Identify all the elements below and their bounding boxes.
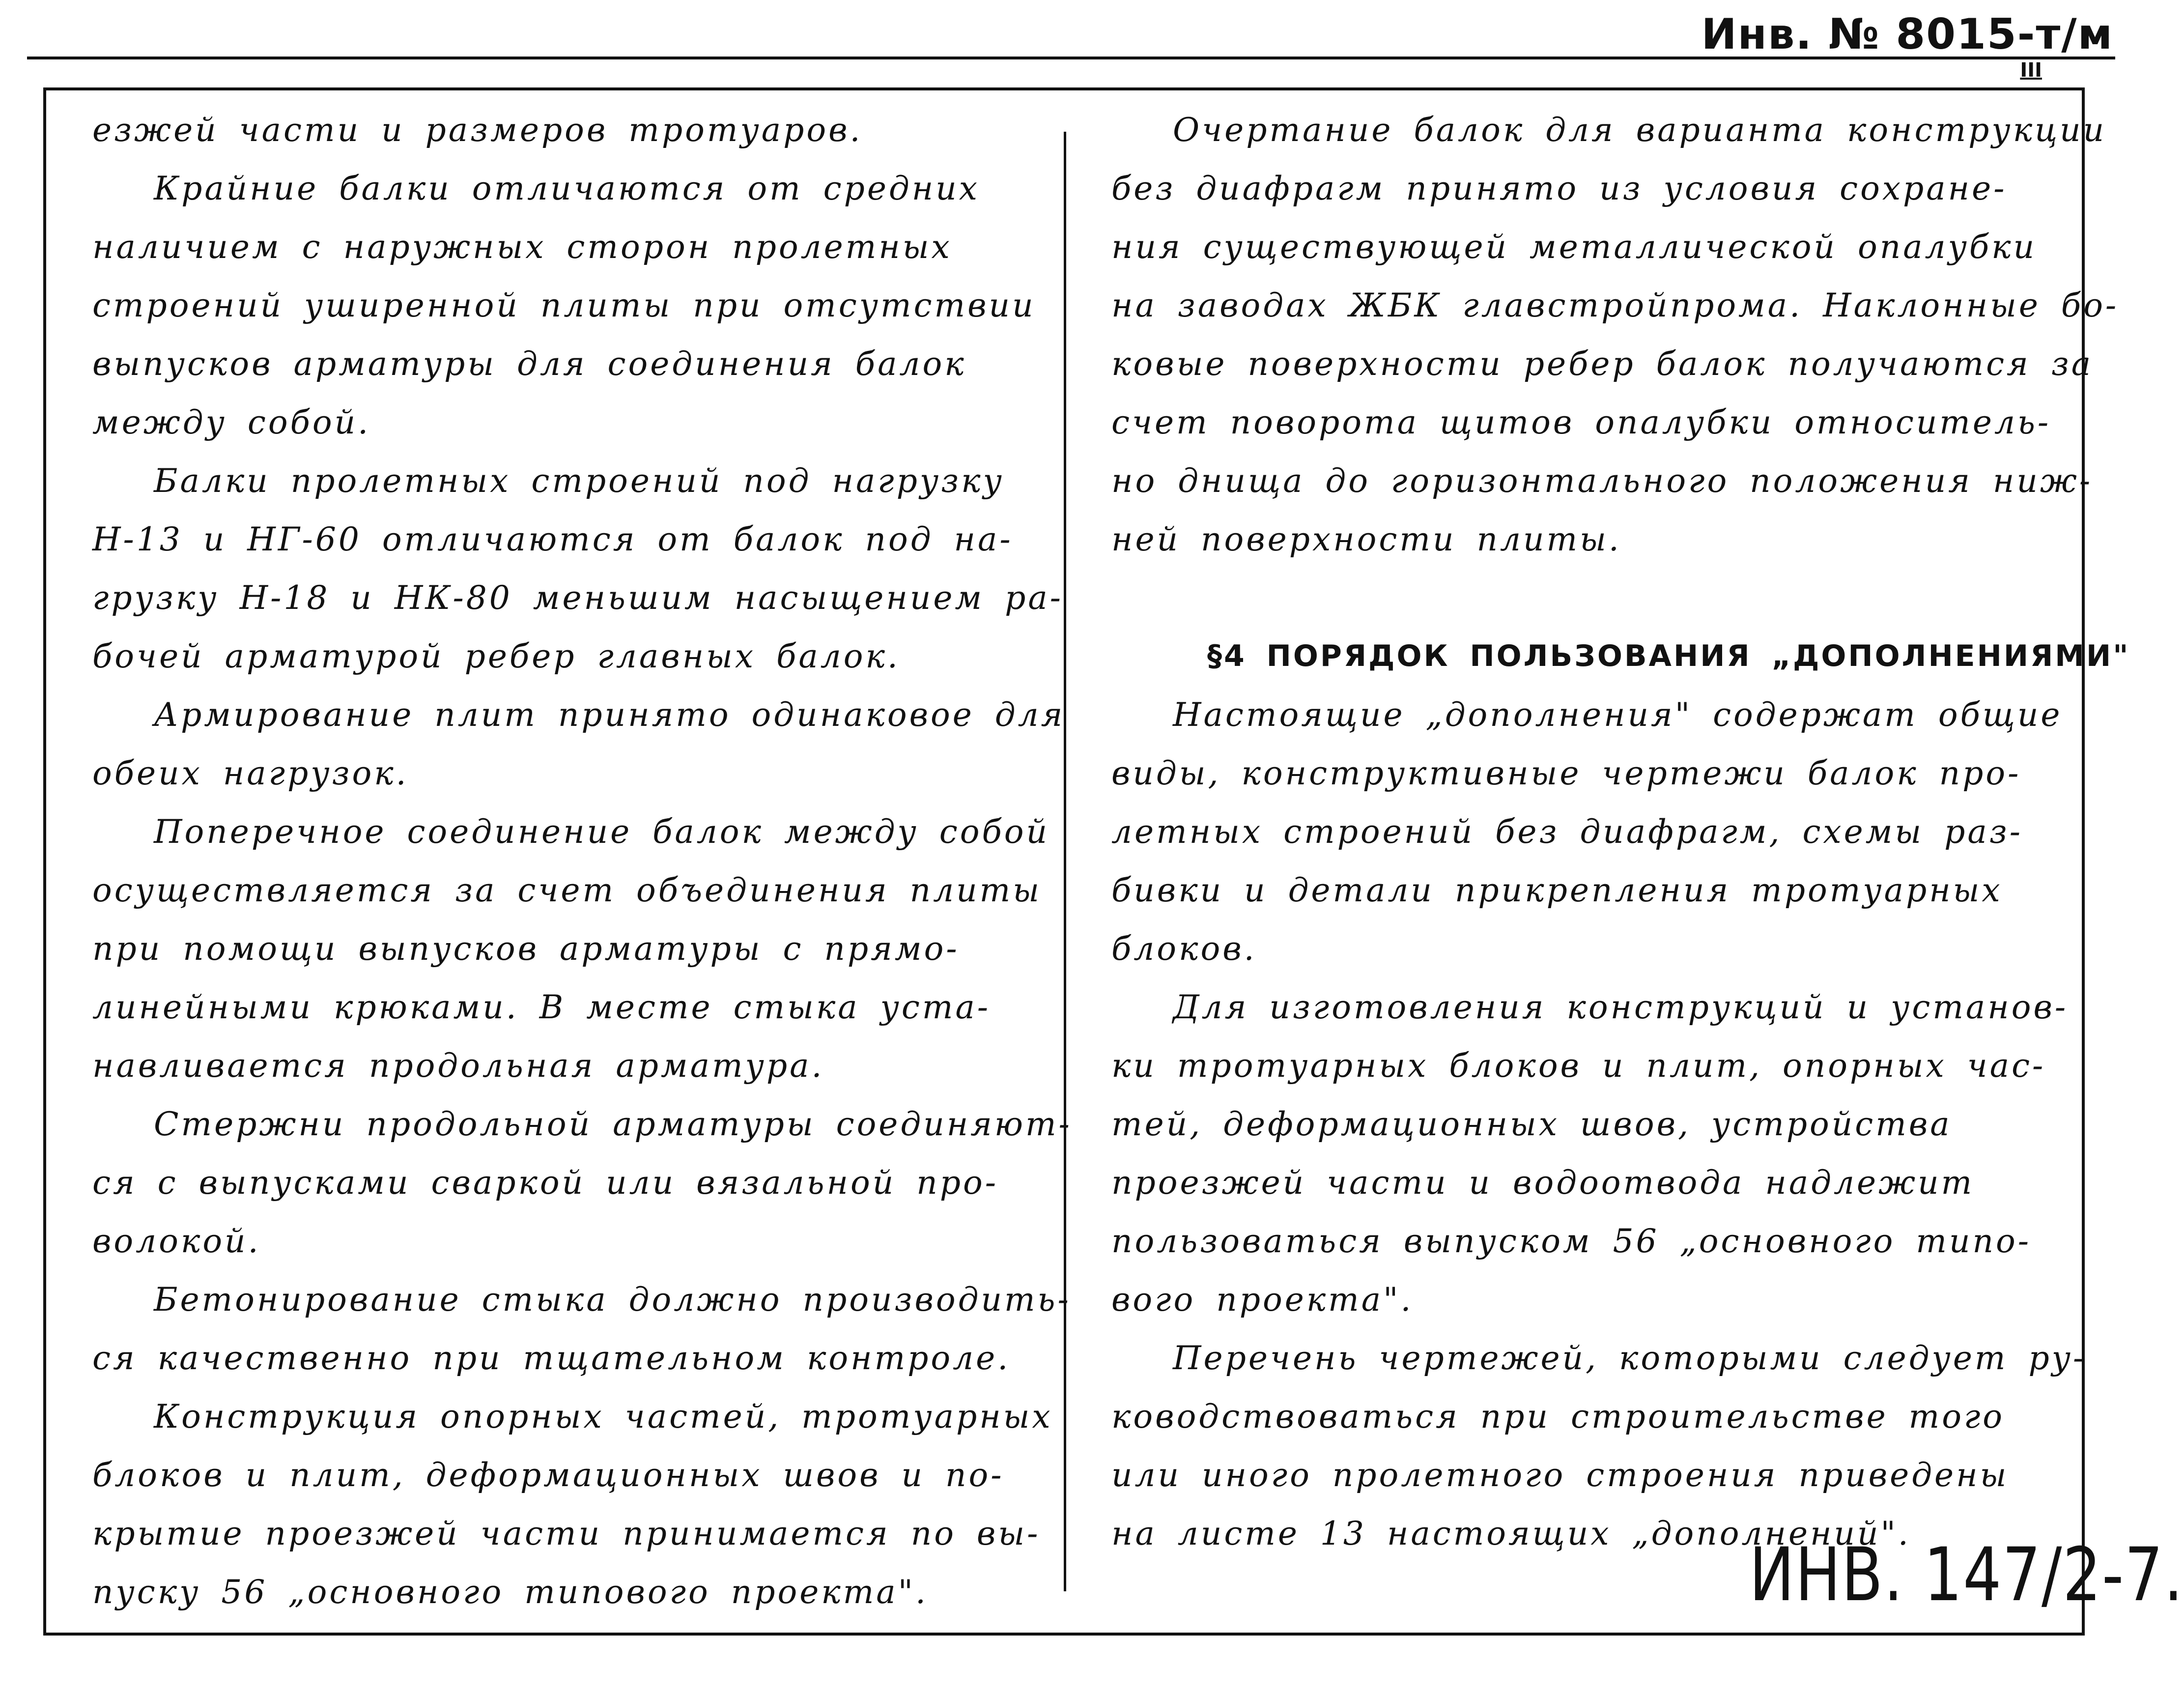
text-line: Для изготовления конструкций и установ- — [1173, 988, 2069, 1026]
text-line: пользоваться выпуском 56 „основного типо- — [1111, 1222, 2032, 1260]
text-line: тей, деформационных швов, устройства — [1111, 1105, 1952, 1143]
text-line: наличием с наружных сторон пролетных — [92, 228, 952, 266]
right-column — [1111, 101, 2130, 1563]
text-line: летных строений без диафрагм, схемы раз- — [1111, 813, 2023, 851]
text-line: на листе 13 настоящих „дополнений". — [1111, 1515, 1911, 1552]
text-line: строений уширенной плиты при отсутствии — [92, 287, 1036, 324]
text-line: блоков. — [1111, 930, 1257, 968]
text-line: пуску 56 „основного типового проекта". — [92, 1573, 928, 1611]
text-line: без диафрагм принято из условия сохране- — [1111, 170, 2007, 207]
section-heading: §4 ПОРЯДОК ПОЛЬЗОВАНИЯ „ДОПОЛНЕНИЯМИ" — [1207, 639, 2130, 673]
text-line: Настоящие „дополнения" содержат общие — [1173, 696, 2063, 734]
text-line: Армирование плит принято одинаковое для — [154, 696, 1065, 734]
text-line: навливается продольная арматура. — [92, 1047, 824, 1085]
text-line: осуществляется за счет объединения плиты — [92, 871, 1042, 909]
text-line: бочей арматурой ребер главных балок. — [92, 637, 900, 675]
text-line: линейными крюками. В месте стыка уста- — [92, 988, 991, 1026]
text-line: езжей части и размеров тротуаров. — [92, 111, 863, 149]
text-line: вого проекта". — [1111, 1281, 1414, 1319]
text-line: ки тротуарных блоков и плит, опорных час- — [1111, 1047, 2046, 1085]
text-line: счет поворота щитов опалубки относитель- — [1111, 403, 2051, 441]
text-line: проезжей части и водоотвода надлежит — [1111, 1164, 1975, 1202]
sheet-mark: III — [2020, 59, 2042, 82]
text-line: Н-13 и НГ-60 отличаются от балок под на- — [92, 520, 1013, 558]
text-line: грузку Н-18 и НК-80 меньшим насыщением ра- — [92, 579, 1063, 617]
text-line: крытие проезжей части принимается по вы- — [92, 1515, 1041, 1552]
inventory-number: Инв. № 8015-т/м — [1701, 10, 2113, 59]
text-line: Бетонирование стыка должно производить- — [154, 1281, 1071, 1319]
text-line: между собой. — [92, 403, 371, 441]
text-line: волокой. — [92, 1222, 261, 1260]
text-line: Балки пролетных строений под нагрузку — [154, 462, 1004, 500]
text-line: ней поверхности плиты. — [1111, 520, 1621, 558]
text-line: но днища до горизонтального положения ниж- — [1111, 462, 2093, 500]
text-line: ся с выпусками сваркой или вязальной про- — [92, 1164, 999, 1202]
text-line: ся качественно при тщательном контроле. — [92, 1339, 1011, 1377]
text-line: Перечень чертежей, которыми следует ру- — [1173, 1339, 2087, 1377]
text-line: или иного пролетного строения приведены — [1111, 1456, 2009, 1494]
document-code: ИНВ. 147/2-7. — [1749, 1532, 2184, 1618]
text-line: Очертание балок для варианта конструкции — [1173, 111, 2107, 149]
text-line: виды, конструктивные чертежи балок про- — [1111, 754, 2021, 792]
text-line: на заводах ЖБК главстройпрома. Наклонные бо- — [1111, 287, 2119, 324]
text-line: при помощи выпусков арматуры с прямо- — [92, 930, 960, 968]
text-line: Стержни продольной арматуры соединяют- — [154, 1105, 1072, 1143]
text-line: обеих нагрузок. — [92, 754, 409, 792]
text-line: Конструкция опорных частей, тротуарных — [154, 1398, 1053, 1436]
left-column — [92, 101, 1072, 1621]
text-line: блоков и плит, деформационных швов и по- — [92, 1456, 1004, 1494]
text-line: ководствоваться при строительстве того — [1111, 1398, 2005, 1436]
text-line: ния существующей металлической опалубки — [1111, 228, 2037, 266]
text-line: выпусков арматуры для соединения балок — [92, 345, 966, 383]
text-line: ковые поверхности ребер балок получаются за — [1111, 345, 2094, 383]
text-line: бивки и детали прикрепления тротуарных — [1111, 871, 2003, 909]
text-line: Поперечное соединение балок между собой — [154, 813, 1050, 851]
text-line: Крайние балки отличаются от средних — [154, 170, 980, 207]
column-divider — [1064, 132, 1066, 1591]
